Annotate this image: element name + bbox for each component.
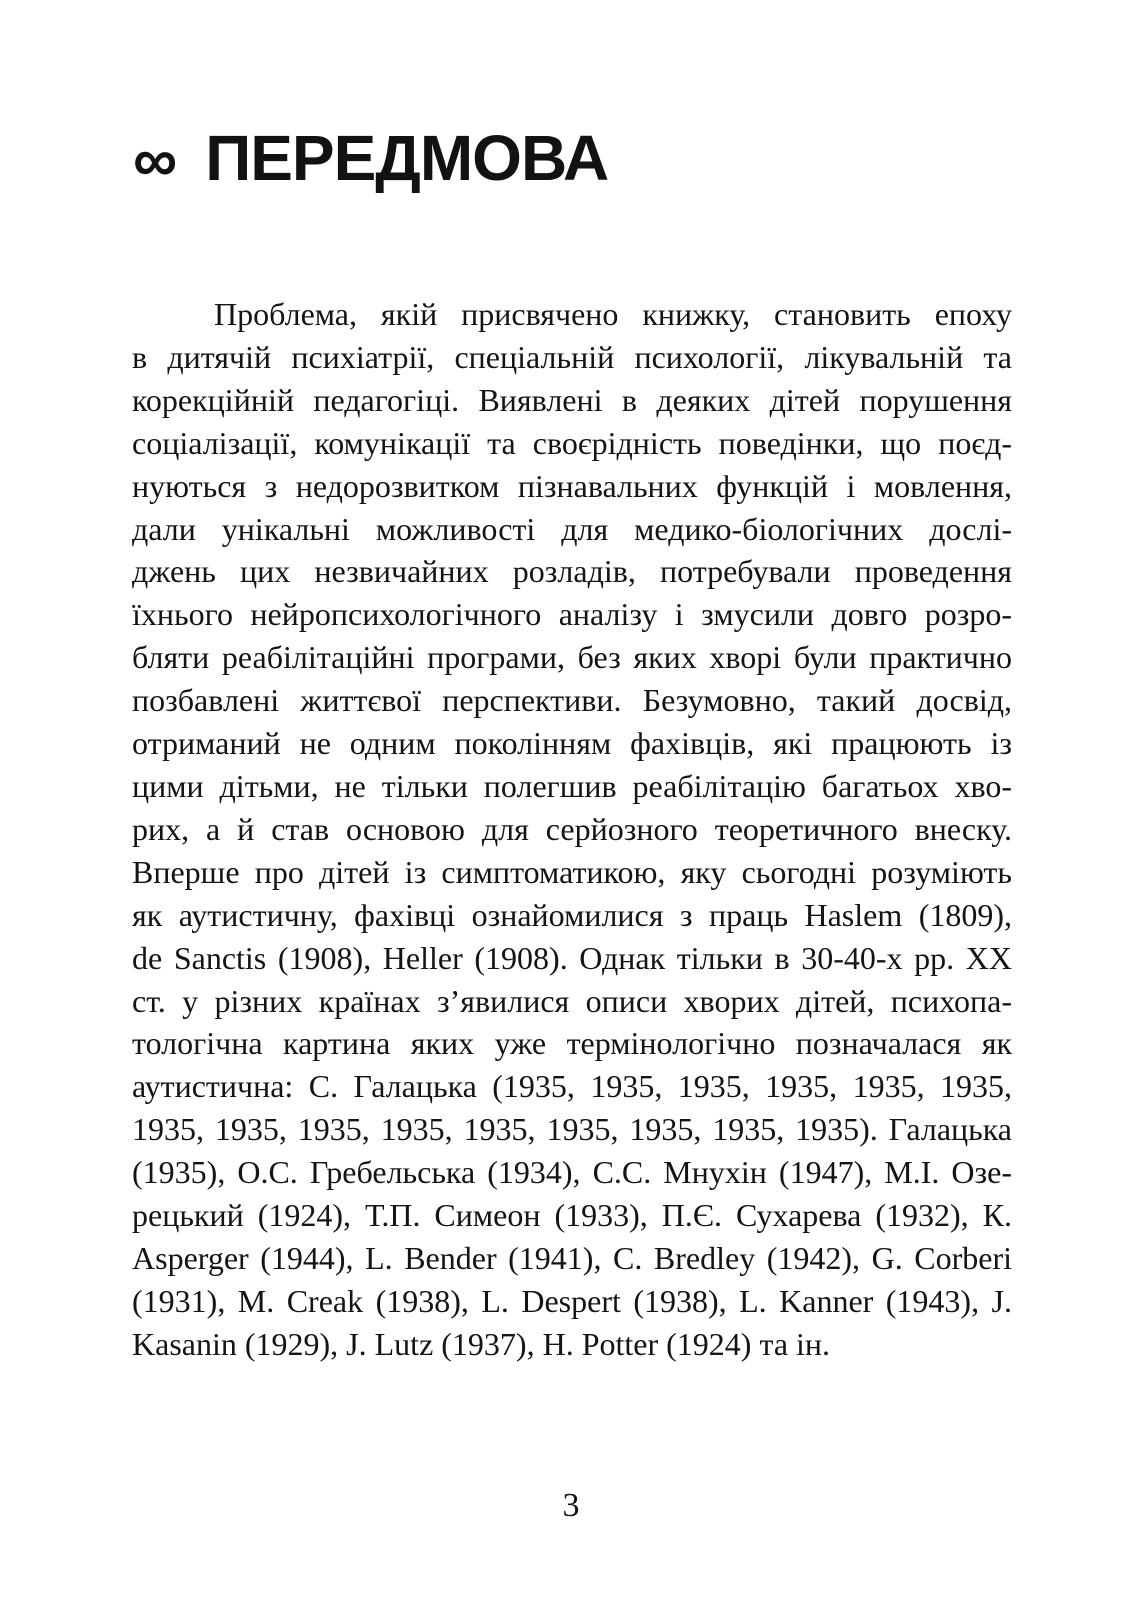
paragraph-line: як аутистичну, фахівці ознайомилися з праць Haslem (1809), bbox=[132, 896, 1012, 933]
chapter-header bbox=[133, 122, 609, 195]
paragraph-line: позбавлені життєвої перспективи. Безумовно, такий досвід, bbox=[132, 682, 1012, 719]
paragraph-line: рих, а й став основою для серйозного теоретичного внеску. bbox=[132, 810, 1012, 847]
paragraph-line: 1935, 1935, 1935, 1935, 1935, 1935, 1935, 1935, 1935). Галацька bbox=[132, 1111, 1012, 1148]
paragraph-line: (1931), M. Creak (1938), L. Despert (1938), L. Kanner (1943), J. bbox=[132, 1282, 1012, 1319]
paragraph-line: нуються з недорозвитком пізнавальних функцій і мовлення, bbox=[132, 467, 1012, 504]
paragraph-line: Kasanin (1929), J. Lutz (1937), H. Potter (1924) та ін. bbox=[132, 1325, 831, 1362]
paragraph-line: отриманий не одним поколінням фахівців, які працюють із bbox=[132, 725, 1012, 762]
paragraph-line: de Sanctis (1908), Heller (1908). Однак тільки в 30-40-х рр. XX bbox=[132, 939, 1012, 976]
paragraph-line: соціалізації, комунікації та своєрідність поведінки, що поєд- bbox=[132, 424, 1012, 461]
paragraph-line: (1935), О.С. Гребельська (1934), С.С. Мнухін (1947), М.І. Озе- bbox=[132, 1154, 1012, 1191]
chapter-title: ПЕРЕДМОВА bbox=[205, 122, 609, 194]
paragraph-line: їхнього нейропсихологічного аналізу і змусили довго розро- bbox=[132, 596, 1012, 633]
paragraph-line: в дитячій психіатрії, спеціальній психології, лікувальній та bbox=[132, 338, 1012, 375]
paragraph-line: корекційній педагогіці. Виявлені в деяких дітей порушення bbox=[132, 381, 1012, 418]
paragraph-line: цими дітьми, не тільки полегшив реабілітацію багатьох хво- bbox=[132, 767, 1012, 804]
paragraph-line: бляти реабілітаційні програми, без яких хворі були практично bbox=[132, 639, 1012, 676]
paragraph-line: дали унікальні можливості для медико-біологічних дослі- bbox=[132, 510, 1012, 547]
paragraph-line: Вперше про дітей із симптоматикою, яку сьогодні розуміють bbox=[132, 853, 1012, 890]
preface-paragraph bbox=[132, 293, 1012, 1366]
paragraph-line: Проблема, якій присвячено книжку, становить епоху bbox=[214, 296, 1012, 332]
paragraph-line: тологічна картина яких уже термінологічно позначалася як bbox=[132, 1025, 1012, 1062]
paragraph-line: джень цих незвичайних розладів, потребували проведення bbox=[132, 553, 1012, 590]
page-number: 3 bbox=[562, 1487, 580, 1524]
infinity-icon: ∞ bbox=[133, 126, 178, 195]
paragraph-line: ст. у різних країнах з’явилися описи хворих дітей, психопа- bbox=[132, 982, 1012, 1019]
paragraph-line: аутистична: С. Галацька (1935, 1935, 1935, 1935, 1935, 1935, bbox=[132, 1068, 1012, 1105]
paragraph-line: рецький (1924), Т.П. Симеон (1933), П.Є. Сухарева (1932), К. bbox=[132, 1197, 1012, 1234]
paragraph-line: Asperger (1944), L. Bender (1941), C. Bredley (1942), G. Corberi bbox=[132, 1239, 1012, 1276]
